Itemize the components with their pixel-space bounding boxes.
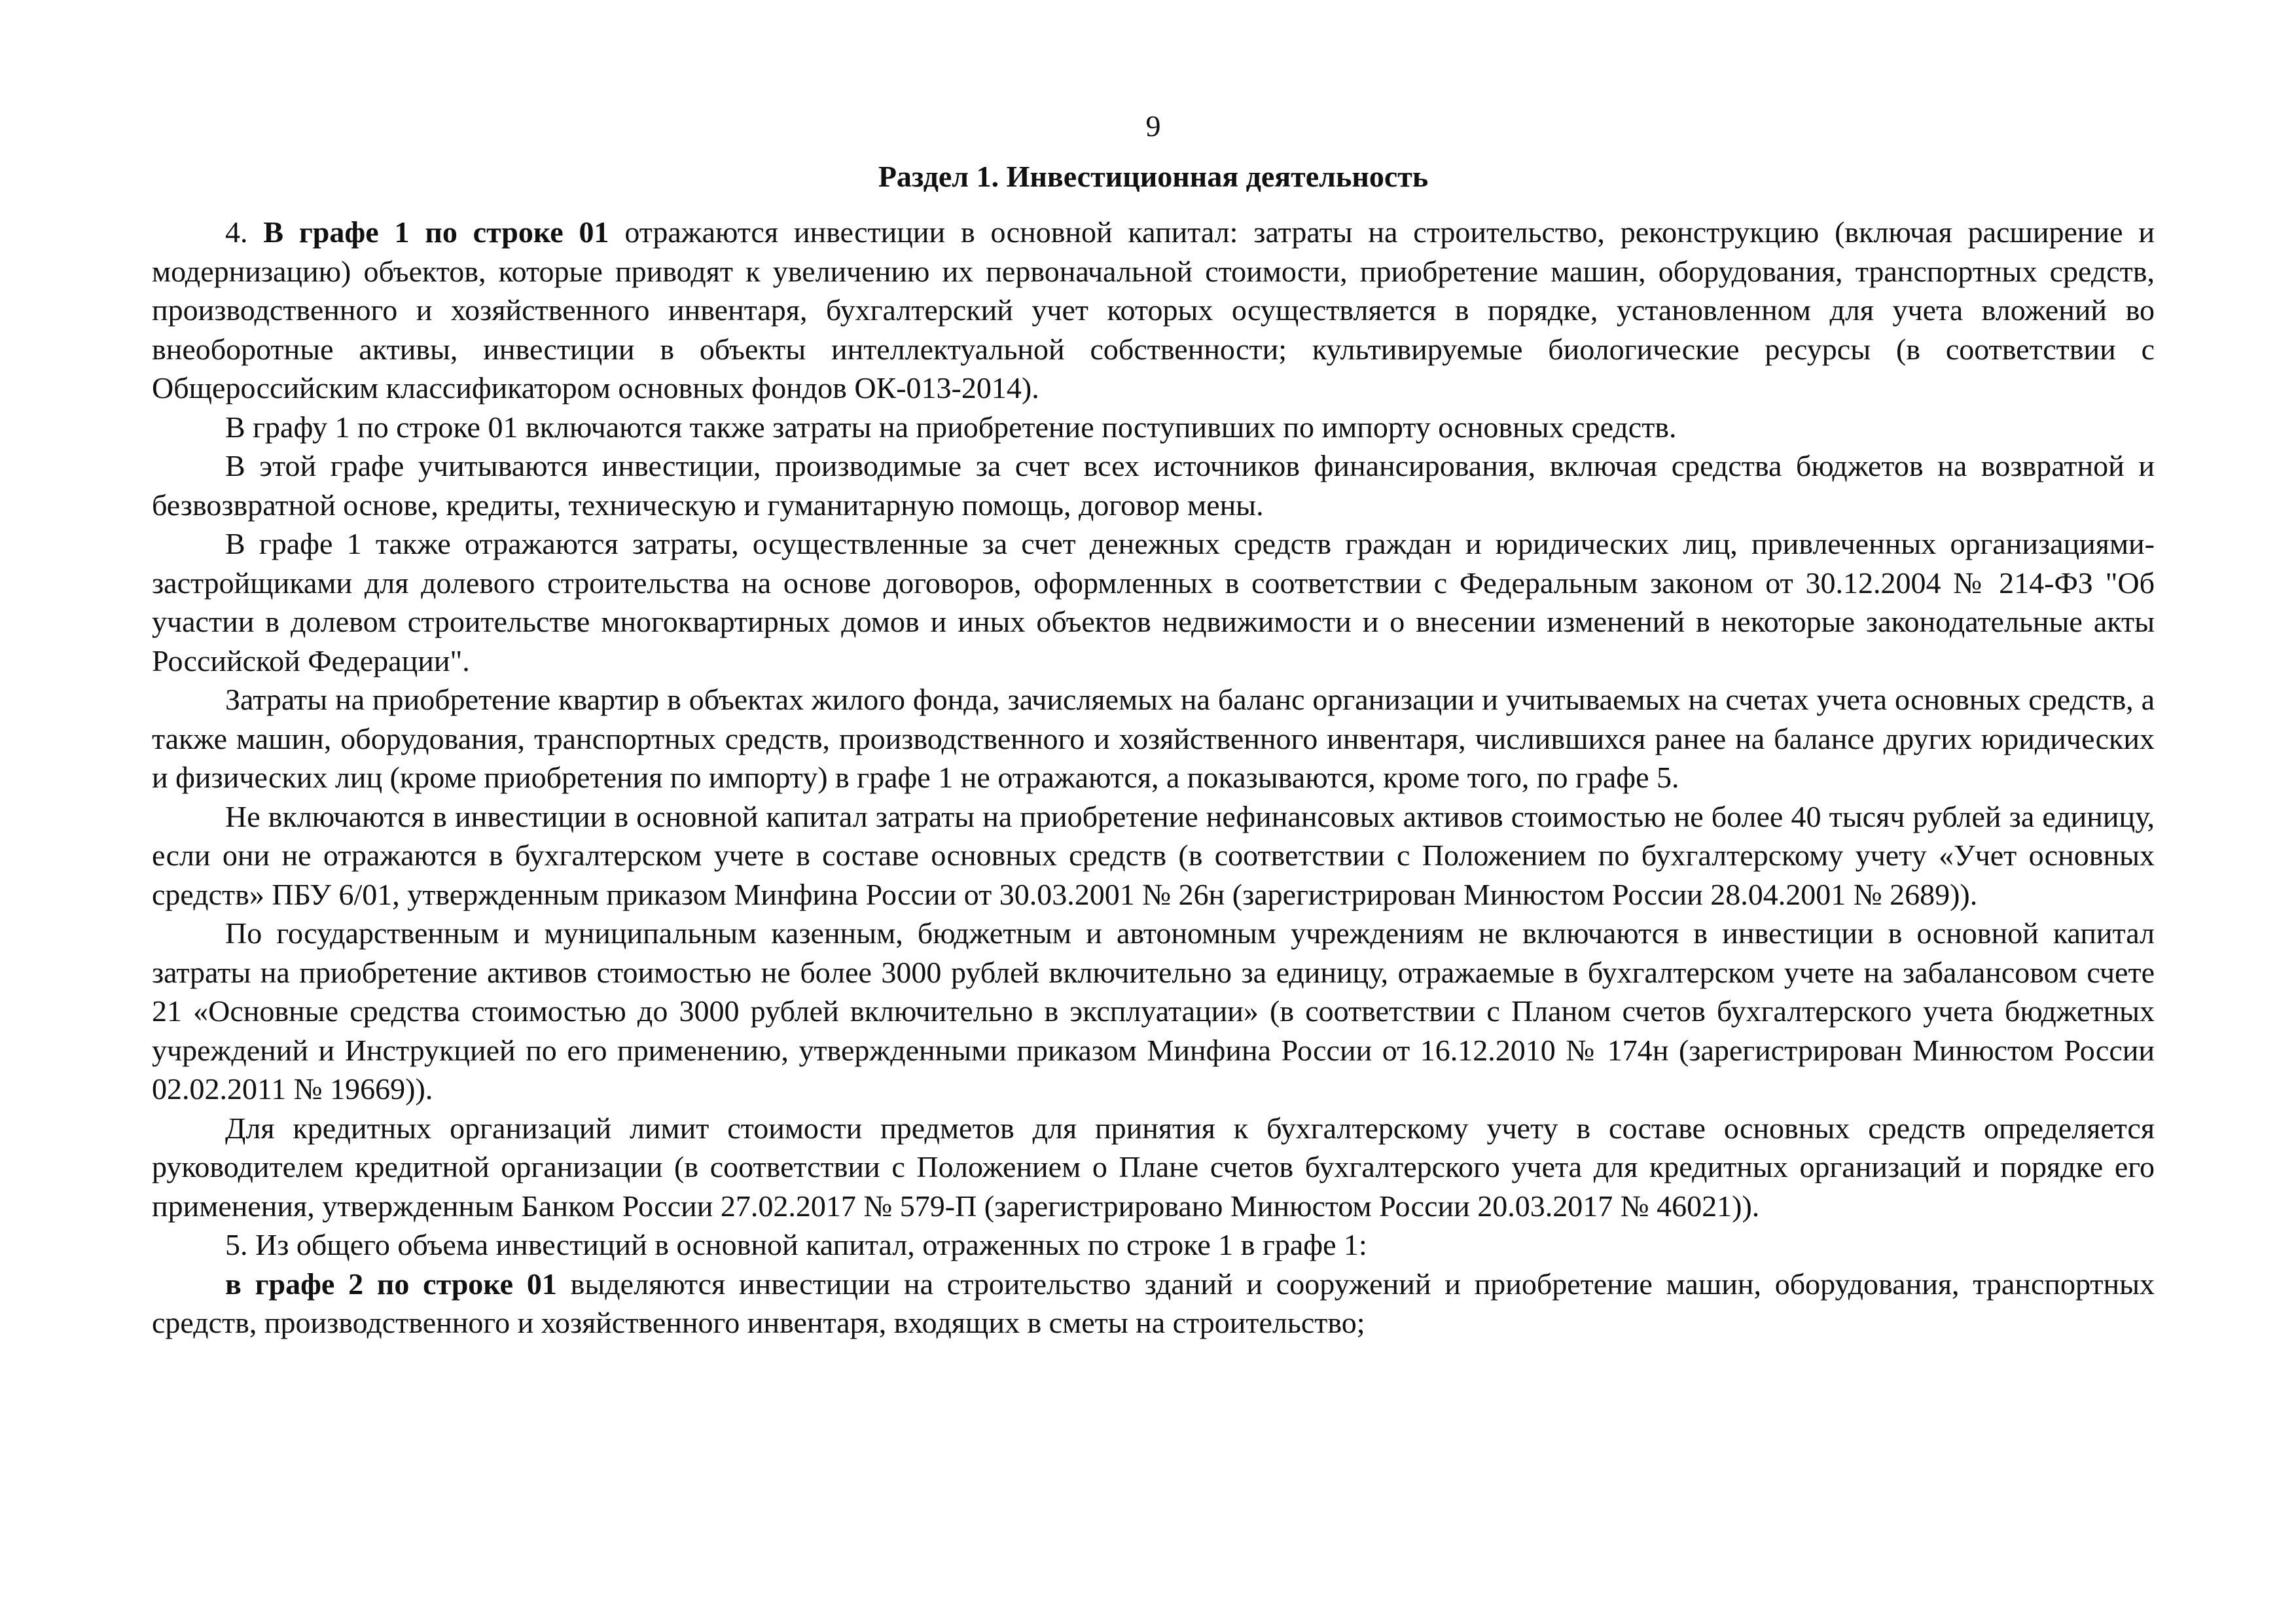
paragraph-bold-lead: в графе 2 по строке 01 — [225, 1267, 557, 1301]
paragraph-text: В этой графе учитываются инвестиции, производимые за счет всех источников финансирования, включая средства бюджетов на возвратной и безвозвратной основе, кредиты, техническую и гуманитарную помощь, договор мены. — [152, 449, 2155, 522]
paragraph-text: выделяются инвестиции на строительство зданий и сооружений и приобретение машин, оборудования, транспортных средств, производственного и хозяйственного инвентаря, входящих в сметы на строительство; — [152, 1267, 2155, 1340]
paragraph-nonfinancial-assets — [152, 797, 2155, 914]
paragraph-column-2 — [152, 1265, 2155, 1343]
section-title: Раздел 1. Инвестиционная деятельность — [878, 160, 1429, 193]
paragraph-shared-construction — [152, 524, 2155, 680]
paragraph-credit-organizations — [152, 1109, 2155, 1226]
paragraph-funding-sources — [152, 446, 2155, 524]
paragraph-text: В графу 1 по строке 01 включаются также затраты на приобретение поступивших по импорту основных средств. — [225, 410, 1677, 444]
paragraph-state-institutions — [152, 914, 2155, 1109]
paragraph-text: Для кредитных организаций лимит стоимости предметов для принятия к бухгалтерскому учету в составе основных средств определяется руководителем кредитной организации (в соответствии с Положением о Плане счетов бухгалтерского учета для кредитных организаций и порядке его применения, утвержденным Банком России 27.02.2017 № 579-П (зарегистрировано Минюстом России 20.03.2017 № 46021)). — [152, 1111, 2155, 1223]
paragraph-text: Не включаются в инвестиции в основной капитал затраты на приобретение нефинансовых активов стоимостью не более 40 тысяч рублей за единицу, если они не отражаются в бухгалтерском учете в составе основных средств (в соответствии с Положением по бухгалтерскому учету «Учет основных средств» ПБУ 6/01, утвержденным приказом Минфина России от 30.03.2001 № 26н (зарегистрирован Минюстом России 28.04.2001 № 2689)). — [152, 799, 2155, 911]
paragraph-text: 5. Из общего объема инвестиций в основной капитал, отраженных по строке 1 в графе 1: — [225, 1228, 1367, 1262]
paragraph-apartments — [152, 680, 2155, 797]
paragraph-bold-lead: В графе 1 по строке 01 — [263, 215, 609, 249]
paragraph-prefix: 4. — [225, 215, 264, 249]
paragraph-5 — [152, 1225, 2155, 1265]
paragraph-text: В графе 1 также отражаются затраты, осуществленные за счет денежных средств граждан и юридических лиц, привлеченных организациями-застройщиками для долевого строительства на основе договоров, оформленных в соответствии с Федеральным законом от 30.12.2004 № 214-ФЗ "Об участии в долевом строительстве многоквартирных домов и иных объектов недвижимости и о внесении изменений в некоторые законодательные акты Российской Федерации". — [152, 527, 2155, 677]
paragraph-text: Затраты на приобретение квартир в объектах жилого фонда, зачисляемых на баланс организации и учитываемых на счетах учета основных средств, а также машин, оборудования, транспортных средств, производственного и хозяйственного инвентаря, числившихся ранее на балансе других юридических и физических лиц (кроме приобретения по импорту) в графе 1 не отражаются, а показываются, кроме того, по графе 5. — [152, 683, 2155, 795]
paragraph-4 — [152, 213, 2155, 408]
paragraph-import — [152, 408, 2155, 447]
document-page — [152, 111, 2155, 1343]
paragraph-text: По государственным и муниципальным казенным, бюджетным и автономным учреждениям не включаются в инвестиции в основной капитал затраты на приобретение активов стоимостью не более 3000 рублей включительно за единицу, отражаемые в бухгалтерском учете на забалансовом счете 21 «Основные средства стоимостью до 3000 рублей включительно в эксплуатации» (в соответствии с Планом счетов бухгалтерского учета бюджетных учреждений и Инструкцией по его применению, утвержденными приказом Минфина России от 16.12.2010 № 174н (зарегистрирован Минюстом России 02.02.2011 № 19669)). — [152, 916, 2155, 1106]
page-number: 9 — [1145, 109, 1161, 143]
paragraph-text: отражаются инвестиции в основной капитал: затраты на строительство, реконструкцию (включая расширение и модернизацию) объектов, которые приводят к увеличению их первоначальной стоимости, приобретение машин, оборудования, транспортных средств, производственного и хозяйственного инвентаря, бухгалтерский учет которых осуществляется в порядке, установленном для учета вложений во внеоборотные активы, инвестиции в объекты интеллектуальной собственности; культивируемые биологические ресурсы (в соответствии с Общероссийским классификатором основных фондов ОК-013-2014). — [152, 215, 2155, 405]
